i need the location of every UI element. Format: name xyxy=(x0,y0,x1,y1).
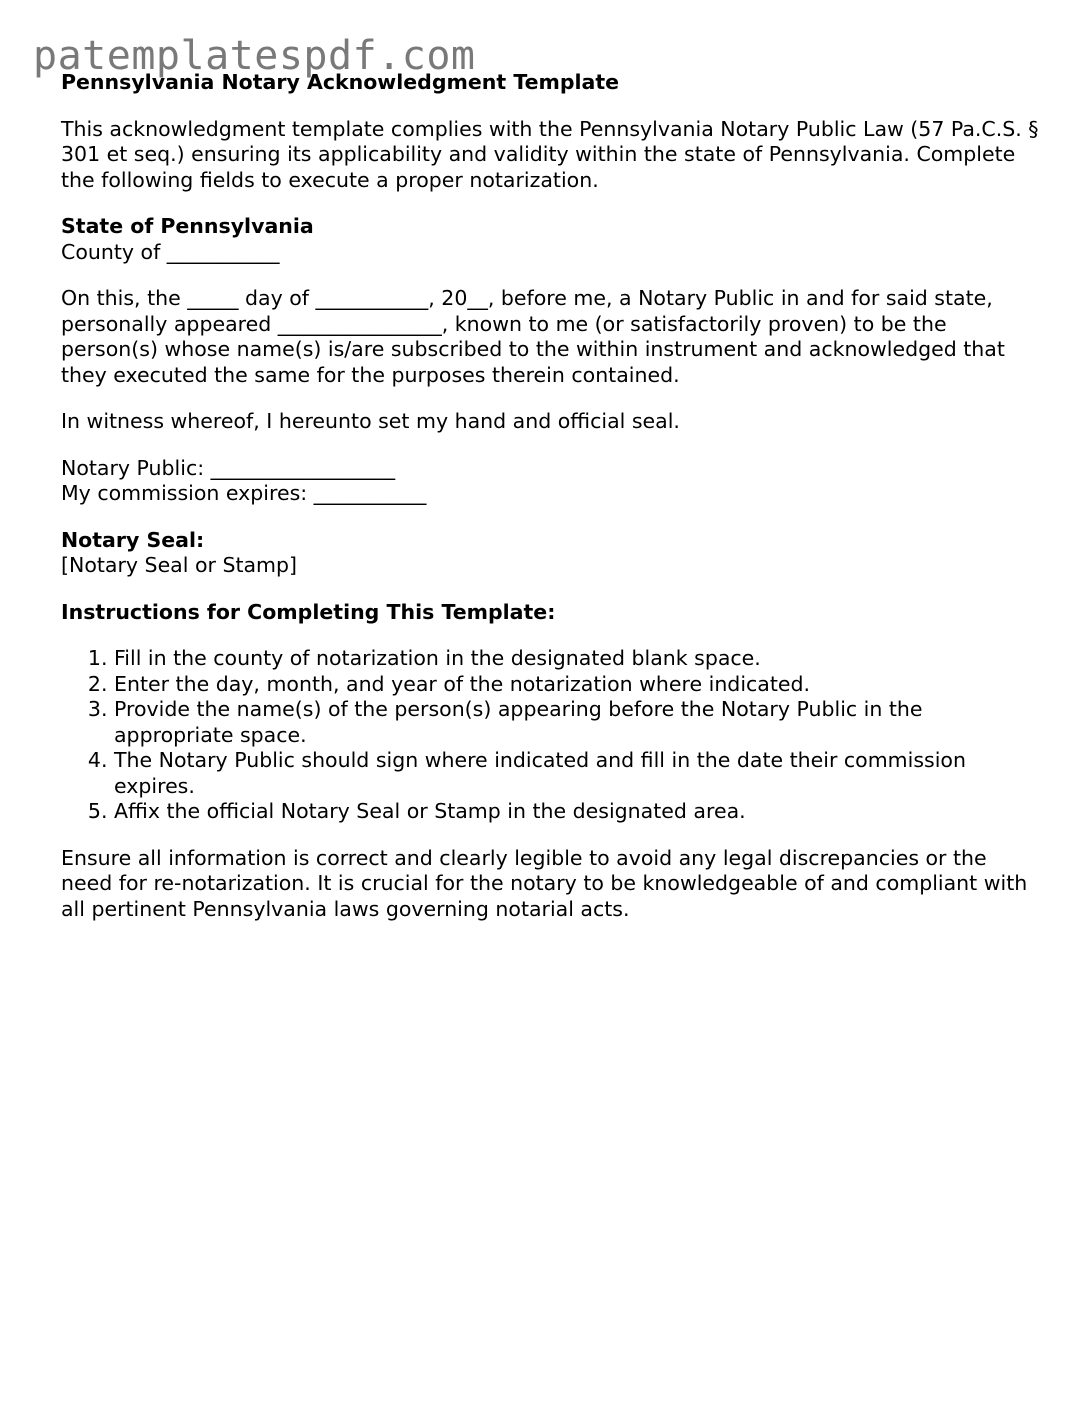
list-item: 4. The Notary Public should sign where indicated and fill in the date their commission expires. xyxy=(114,748,1041,799)
watermark-text: patemplatespdf.com xyxy=(33,33,476,79)
commission-expires-line: My commission expires: ___________ xyxy=(61,481,427,505)
document-page xyxy=(61,70,1041,943)
list-item: 5. Affix the official Notary Seal or Stamp in the designated area. xyxy=(114,799,1041,825)
signature-block xyxy=(61,456,1041,507)
venue-state: State of Pennsylvania xyxy=(61,214,314,238)
seal-heading: Notary Seal: xyxy=(61,527,205,552)
instructions-heading: Instructions for Completing This Template: xyxy=(61,599,556,624)
witness-paragraph: In witness whereof, I hereunto set my hand and official seal. xyxy=(61,409,680,433)
list-item: 1. Fill in the county of notarization in the designated blank space. xyxy=(114,646,1041,672)
list-item: 3. Provide the name(s) of the person(s) appearing before the Notary Public in the appropriate space. xyxy=(114,697,1041,748)
closing-paragraph: Ensure all information is correct and clearly legible to avoid any legal discrepancies or the need for re-notarization. It is crucial for the notary to be knowledgeable of and compliant with all pertinent Pennsylvania laws governing notarial acts. xyxy=(61,845,1028,921)
seal-block xyxy=(61,528,1041,579)
document-title: Pennsylvania Notary Acknowledgment Template xyxy=(61,70,620,94)
instructions-list xyxy=(61,646,1041,825)
venue-county: County of ___________ xyxy=(61,239,280,264)
acknowledgment-paragraph: On this, the _____ day of ___________, 20__, before me, a Notary Public in and for said state, personally appeared ________________, known to me (or satisfactorily proven) to be the person(s) whose name(s) is/are subscribed to the within instrument and acknowledged that they executed the same for the purposes therein contained. xyxy=(61,286,1005,387)
seal-placeholder: [Notary Seal or Stamp] xyxy=(61,553,298,577)
venue-block xyxy=(61,214,1041,265)
intro-paragraph: This acknowledgment template complies with the Pennsylvania Notary Public Law (57 Pa.C.S. § 301 et seq.) ensuring its applicability and validity within the state of Pennsylvania. Complete the following fields to execute a proper notarization. xyxy=(61,116,1039,192)
list-item: 2. Enter the day, month, and year of the notarization where indicated. xyxy=(114,672,1041,698)
notary-public-line: Notary Public: __________________ xyxy=(61,455,396,480)
